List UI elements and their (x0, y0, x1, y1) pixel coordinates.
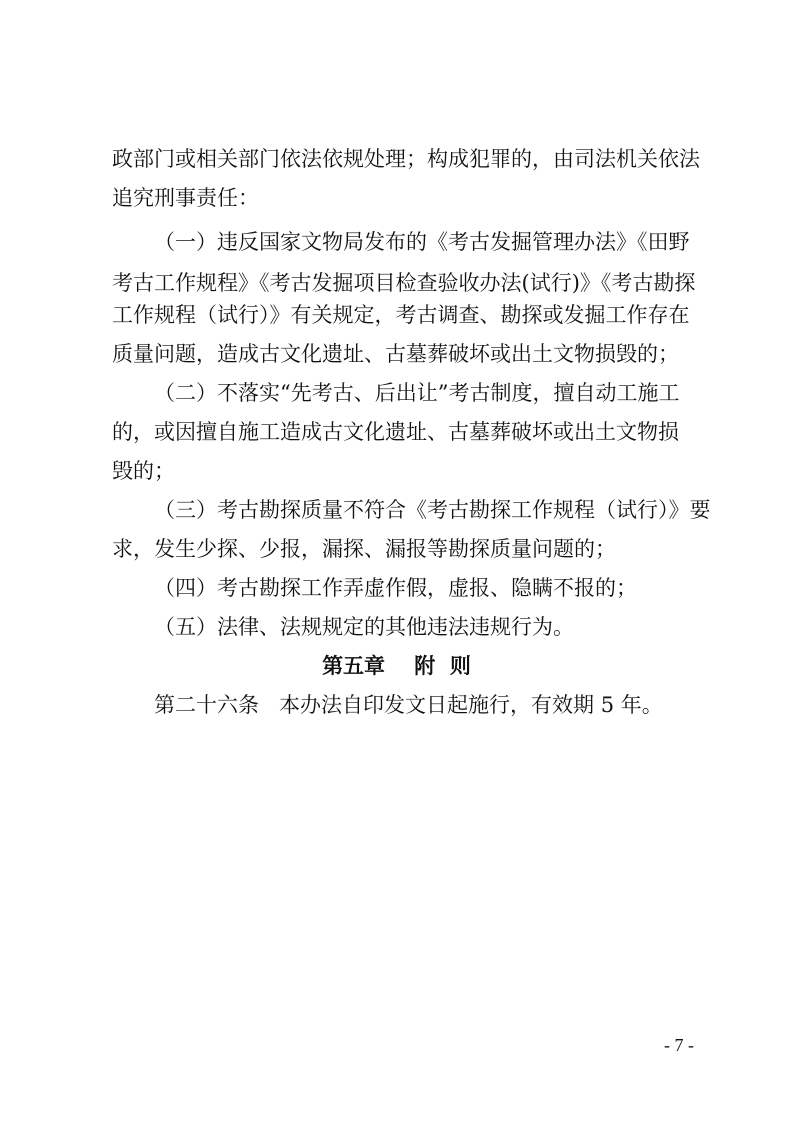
paragraph-line: （二）不落实“先考古、后出让”考古制度，擅自动工施工 (154, 381, 680, 405)
chapter-heading: 第五章 附 则 (322, 654, 471, 678)
article-paragraph: 第二十六条 本办法自印发文日起施行，有效期 5 年。 (154, 693, 663, 717)
paragraph-line: 追究刑事责任： (112, 186, 259, 210)
paragraph-line: 工作规程（试行）》有关规定，考古调查、勘探或发掘工作存在 (112, 303, 690, 327)
paragraph-line: 毁的； (112, 459, 175, 483)
paragraph-line: 质量问题，造成古文化遗址、古墓葬破坏或出土文物损毁的； (112, 342, 679, 366)
paragraph-line: （五）法律、法规规定的其他违法违规行为。 (154, 615, 574, 639)
paragraph-line: （一）违反国家文物局发布的《考古发掘管理办法》《田野 (154, 230, 690, 254)
paragraph-line: （三）考古勘探质量不符合《考古勘探工作规程（试行）》要 (154, 498, 711, 522)
paragraph-line: 的，或因擅自施工造成古文化遗址、古墓葬破坏或出土文物损 (112, 420, 679, 444)
page-number: - 7 - (664, 1035, 694, 1055)
paragraph-line: 政部门或相关部门依法依规处理；构成犯罪的，由司法机关依法 (112, 147, 700, 171)
paragraph-line: 求，发生少探、少报，漏探、漏报等勘探质量问题的； (112, 537, 616, 561)
paragraph-line: （四）考古勘探工作弄虚作假，虚报、隐瞒不报的； (154, 576, 637, 600)
paragraph-line: 考古工作规程》《考古发掘项目检查验收办法(试行)》《考古勘探 (112, 271, 696, 295)
